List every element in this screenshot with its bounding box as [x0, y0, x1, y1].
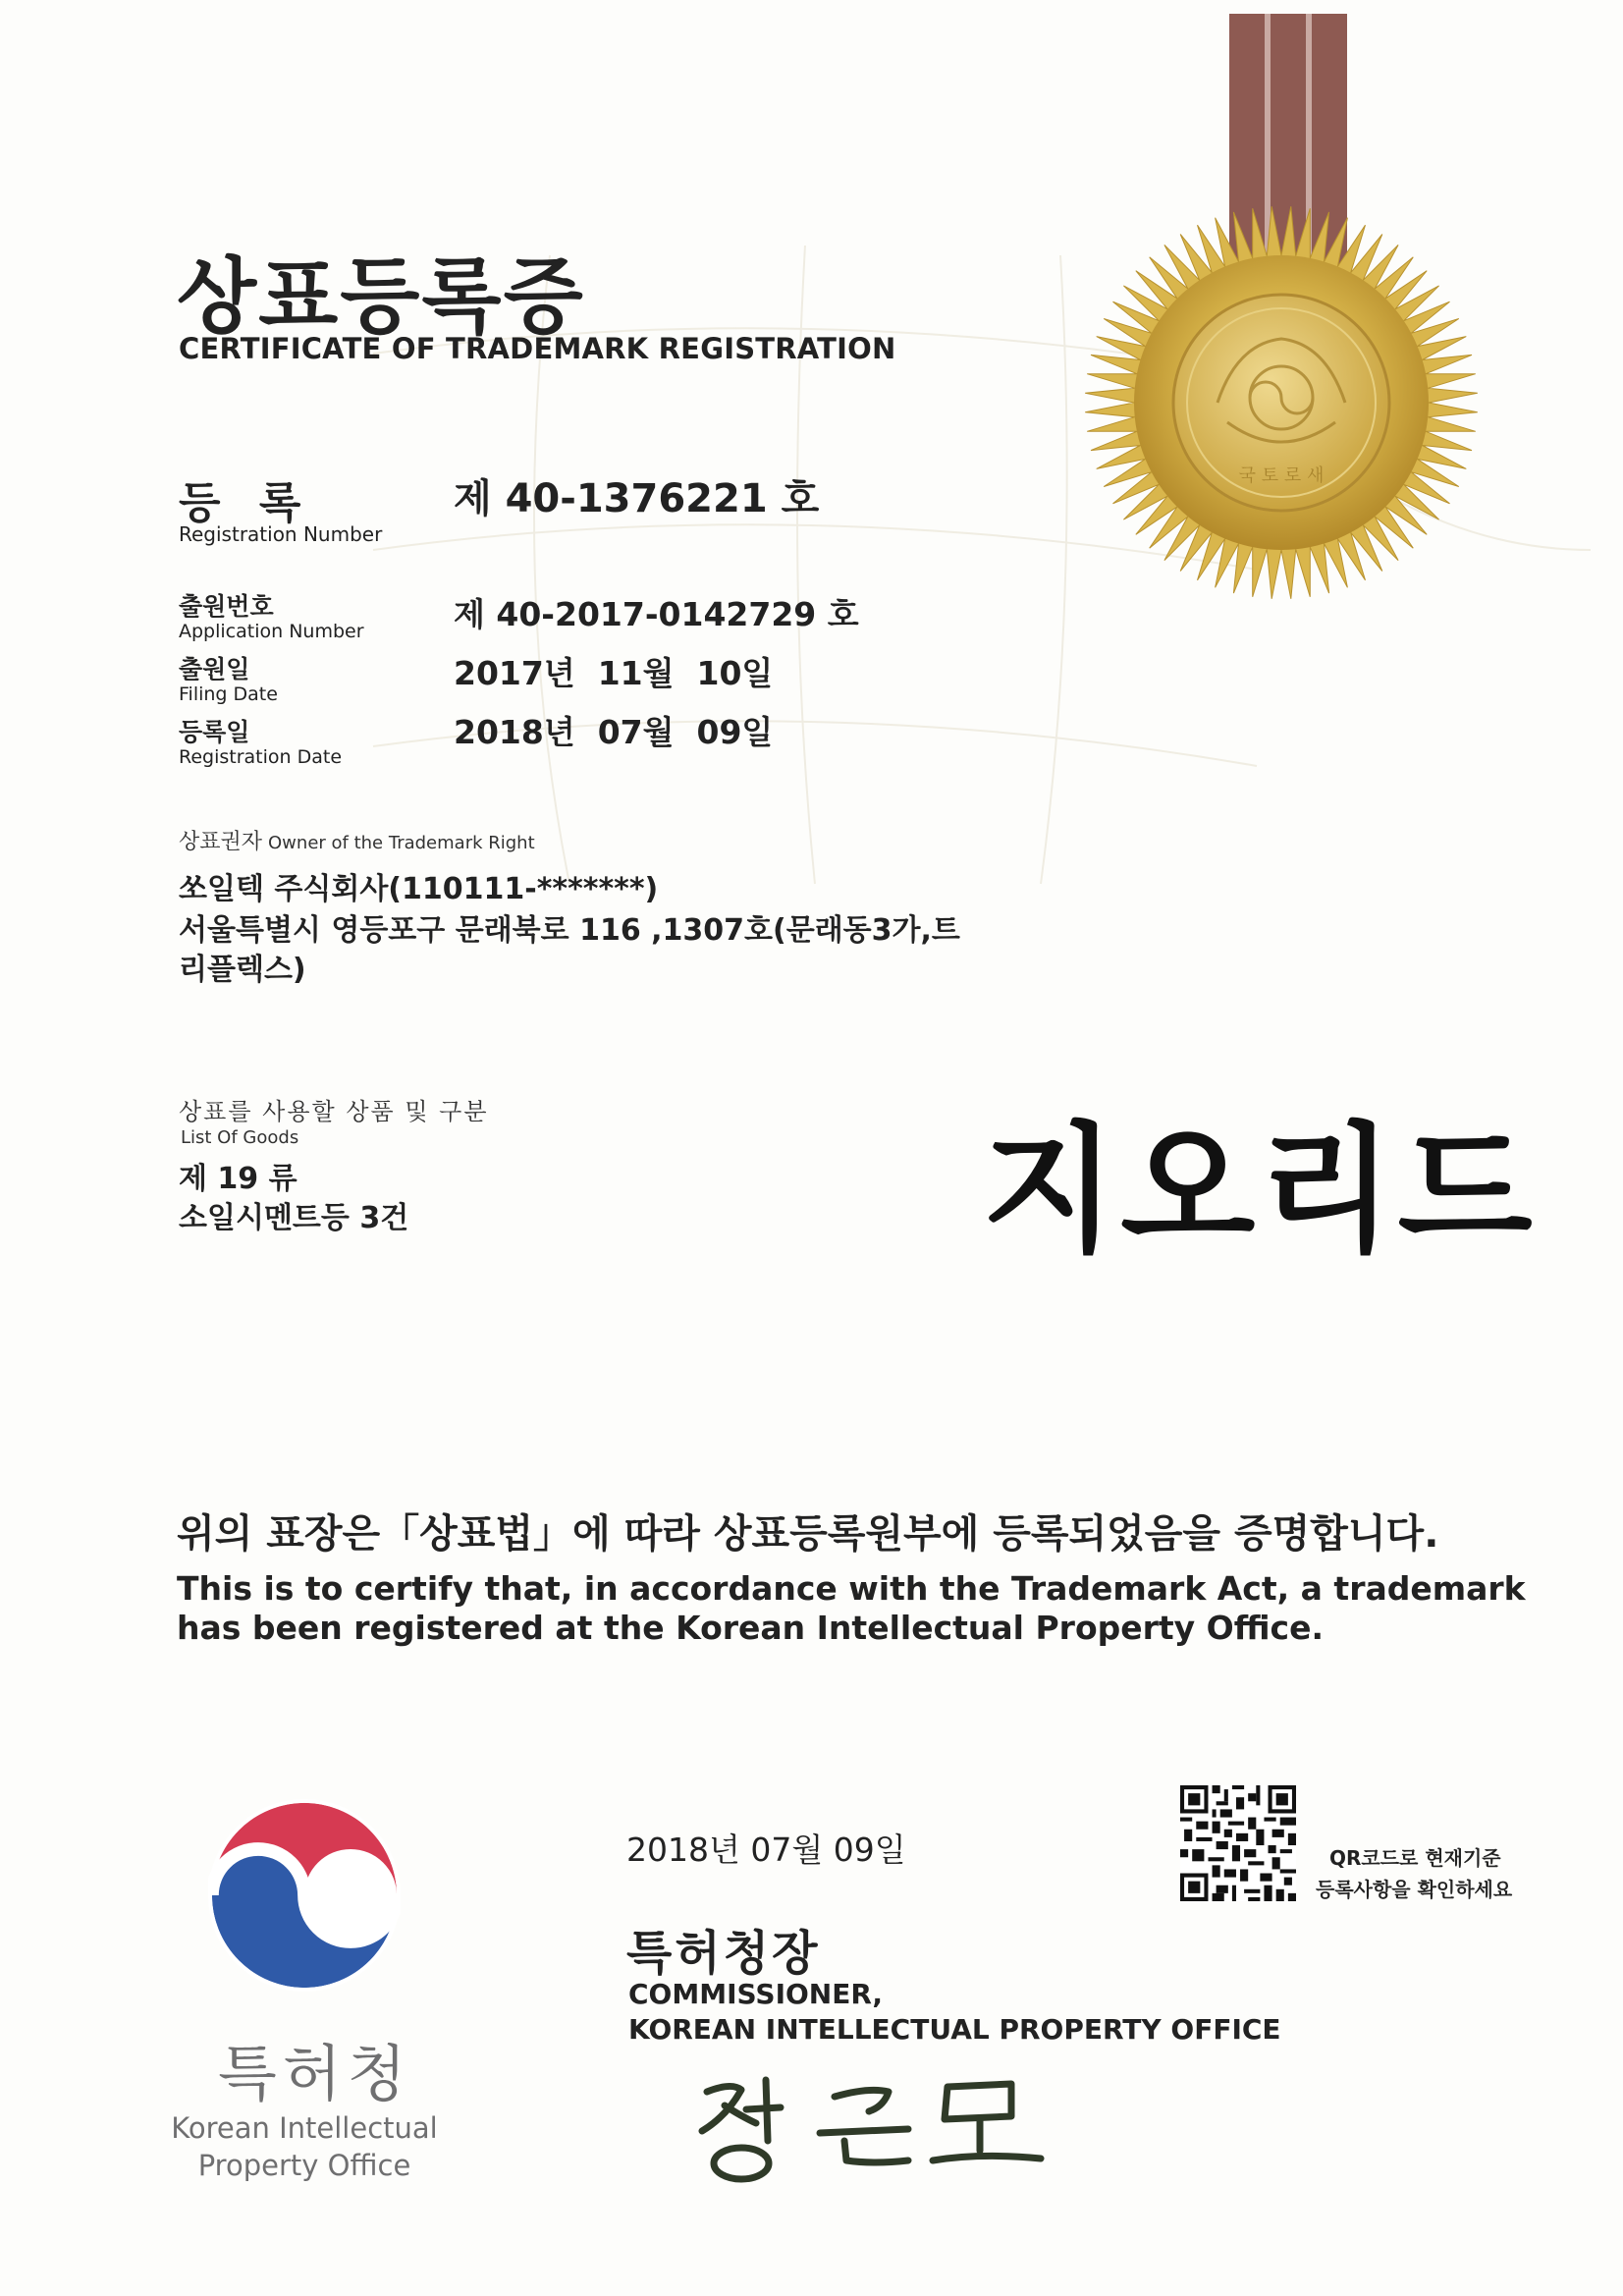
- goods-label-english: List Of Goods: [181, 1127, 299, 1148]
- owner-label-korean: 상표권자: [179, 830, 263, 854]
- qr-note-line2: 등록사항을 확인하세요: [1316, 1878, 1513, 1901]
- gold-seal-emblem: [1080, 0, 1492, 609]
- registration-label-english: Registration Number: [179, 522, 383, 546]
- filing-date-value: 2017년 11월 10일: [454, 654, 774, 692]
- application-label-english: Application Number: [179, 621, 364, 642]
- owner-label-english: Owner of the Trademark Right: [268, 833, 535, 853]
- kipo-name-korean: 특허청: [218, 2038, 412, 2109]
- certification-english-line1: This is to certify that, in accordance with the Trademark Act, a trademark: [177, 1569, 1526, 1608]
- commissioner-title-korean: 특허청장: [626, 1926, 821, 1981]
- qr-code: [1180, 1785, 1296, 1901]
- owner-address-line1: 서울특별시 영등포구 문래북로 116 ,1307호(문래동3가,트: [179, 913, 960, 948]
- registration-label-korean: 등 록: [179, 478, 313, 528]
- certification-korean: 위의 표장은「상표법」에 따라 상표등록원부에 등록되었음을 증명합니다.: [177, 1511, 1439, 1557]
- registration-date-value: 2018년 07월 09일: [454, 713, 774, 751]
- certificate-title-korean: 상표등록증: [177, 248, 585, 345]
- application-label-korean: 출원번호: [179, 592, 274, 621]
- goods-label-korean: 상표를 사용할 상품 및 구분: [179, 1098, 489, 1125]
- kipo-taeguk-logo-icon: [208, 1799, 401, 1992]
- trademark-text: 지오리드: [982, 1110, 1537, 1272]
- registration-date-label-korean: 등록일: [179, 718, 250, 746]
- kipo-name-english-line2: Property Office: [197, 2149, 411, 2182]
- application-number-value: 제 40-2017-0142729 호: [454, 595, 859, 633]
- commissioner-title-english-line2: KOREAN INTELLECTUAL PROPERTY OFFICE: [628, 2013, 1281, 2046]
- seal-text: 국 토 로 새: [1238, 465, 1325, 486]
- filing-date-label-korean: 출원일: [179, 655, 250, 683]
- filing-date-label-english: Filing Date: [179, 683, 278, 705]
- registration-number-value: 제 40-1376221 호: [454, 476, 820, 521]
- commissioner-title-english-line1: COMMISSIONER,: [628, 1978, 884, 2010]
- owner-name: 쏘일텍 주식회사(110111-*******): [179, 872, 659, 906]
- kipo-name-english-line1: Korean Intellectual: [171, 2111, 438, 2145]
- qr-note-line1: QR코드로 현재기준: [1329, 1846, 1501, 1870]
- certificate-title-english: CERTIFICATE OF TRADEMARK REGISTRATION: [179, 332, 896, 365]
- registration-date-label-english: Registration Date: [179, 746, 343, 768]
- issue-date: 2018년 07월 09일: [626, 1831, 906, 1869]
- commissioner-signature: [687, 2062, 1060, 2190]
- goods-class: 제 19 류: [179, 1162, 298, 1196]
- certification-english-line2: has been registered at the Korean Intellectual Property Office.: [177, 1609, 1325, 1647]
- owner-label: [179, 825, 535, 855]
- owner-address-line2: 리플렉스): [179, 953, 306, 987]
- goods-items: 소일시멘트등 3건: [179, 1201, 409, 1235]
